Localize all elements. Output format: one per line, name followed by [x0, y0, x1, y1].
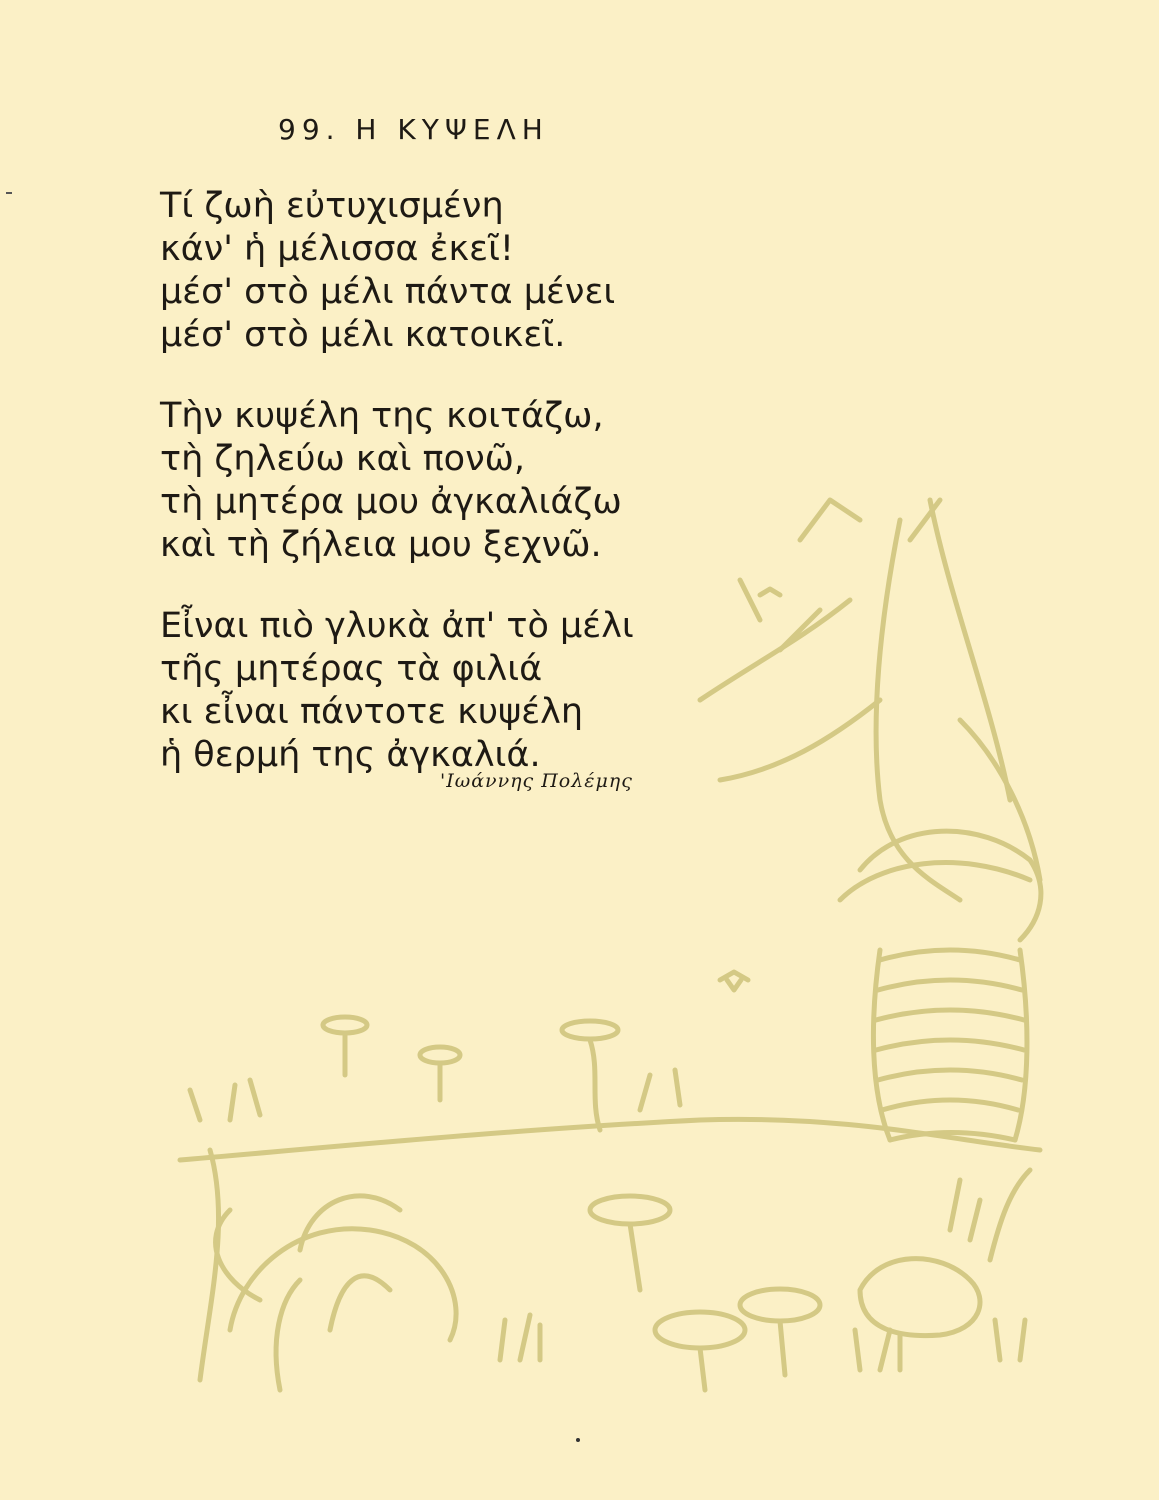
poem-author: 'Ιωάννης Πολέμης: [440, 770, 633, 792]
poem-line: τὴ μητέρα μου ἀγκαλιάζω: [160, 482, 622, 522]
poem-line: ἡ θερμή της ἀγκαλιά.: [160, 735, 541, 775]
poem-line: μέσ' στὸ μέλι πάντα μένει: [160, 272, 616, 312]
stanza: [160, 605, 634, 777]
poem-line: τῆς μητέρας τὰ φιλιά: [160, 649, 543, 689]
poem-line: κι εἶναι πάντοτε κυψέλη: [160, 692, 584, 732]
stanza: [160, 395, 634, 567]
poem-line: Εἶναι πιὸ γλυκὰ ἀπ' τὸ μέλι: [160, 606, 634, 646]
page-mark: [576, 1438, 580, 1442]
page-title: 99. Η ΚΥΨΕΛΗ: [278, 113, 549, 146]
poem: [160, 185, 634, 815]
poem-line: τὴ ζηλεύω καὶ πονῶ,: [160, 439, 526, 479]
poem-line: μέσ' στὸ μέλι κατοικεῖ.: [160, 315, 566, 355]
poem-line: Τὴν κυψέλη της κοιτάζω,: [160, 396, 604, 436]
poem-line: Τί ζωὴ εὐτυχισμένη: [160, 186, 504, 226]
poem-line: κάν' ἡ μέλισσα ἐκεῖ!: [160, 229, 514, 269]
margin-mark: [6, 192, 12, 194]
poem-line: καὶ τὴ ζήλεια μου ξεχνῶ.: [160, 525, 602, 565]
stanza: [160, 185, 634, 357]
